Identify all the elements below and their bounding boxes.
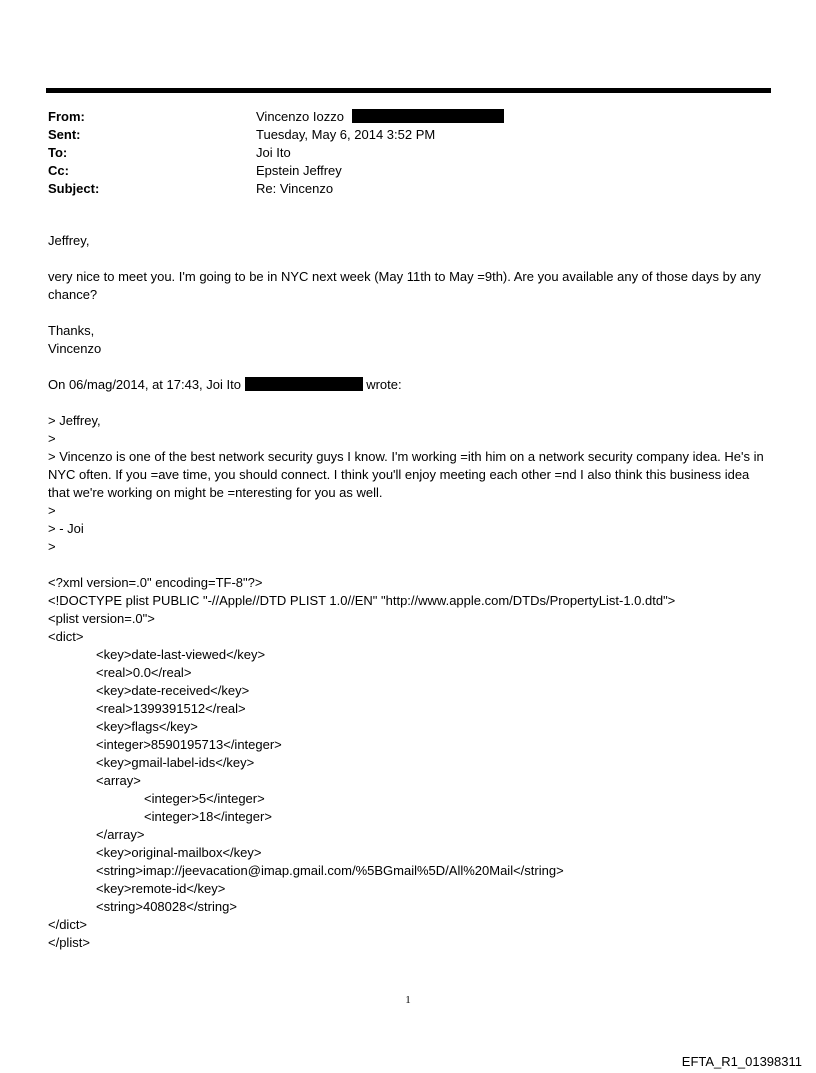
quote-intro: [48, 376, 773, 394]
xml-line: <real>1399391512</real>: [96, 701, 246, 716]
subject-row: [48, 180, 504, 198]
cc-row: [48, 162, 504, 180]
from-value: Vincenzo Iozzo: [256, 109, 344, 124]
email-body: [48, 232, 773, 952]
closing: Thanks,: [48, 323, 95, 338]
xml-line: <key>remote-id</key>: [96, 881, 226, 896]
quoted-line: >: [48, 539, 56, 554]
xml-line: </dict>: [48, 917, 88, 932]
cc-value: Epstein Jeffrey: [256, 163, 342, 178]
sent-label: Sent:: [48, 127, 81, 142]
xml-line: <!DOCTYPE plist PUBLIC "-//Apple//DTD PLIST 1.0//EN" "http://www.apple.com/DTDs/PropertyList-1.0.dtd">: [48, 593, 676, 608]
xml-line: <string>imap://jeevacation@imap.gmail.com/%5BGmail%5D/All%20Mail</string>: [96, 863, 564, 878]
cc-label: Cc:: [48, 163, 69, 178]
xml-line: </array>: [96, 827, 145, 842]
subject-label: Subject:: [48, 181, 100, 196]
xml-line: <key>flags</key>: [96, 719, 198, 734]
xml-line: <key>date-last-viewed</key>: [96, 647, 266, 662]
from-label: From:: [48, 109, 85, 124]
quoted-line: >: [48, 503, 56, 518]
xml-line: <plist version=.0">: [48, 611, 155, 626]
xml-line: <dict>: [48, 629, 84, 644]
xml-line: <integer>5</integer>: [144, 791, 265, 806]
xml-line: <real>0.0</real>: [96, 665, 192, 680]
redaction-box: [245, 377, 363, 391]
redaction-box: [352, 109, 504, 123]
page-number: 1: [405, 994, 411, 1006]
quoted-line: > Vincenzo is one of the best network security guys I know. I'm working =ith him on a network security company idea. He's in NYC often. If you =ave time, you should connect. I think you'll enjoy meeting each other =nd I also think this business idea that we're working on might be =nteresting for you as well.: [48, 449, 764, 500]
quoted-line: > - Joi: [48, 521, 84, 536]
to-row: [48, 144, 504, 162]
email-header: [48, 108, 504, 198]
xml-line: <array>: [96, 773, 141, 788]
subject-value: Re: Vincenzo: [256, 181, 334, 196]
quote-intro-text: On 06/mag/2014, at 17:43, Joi Ito: [48, 377, 241, 392]
to-label: To:: [48, 145, 68, 160]
xml-line: <integer>8590195713</integer>: [96, 737, 282, 752]
xml-line: </plist>: [48, 935, 90, 950]
quote-intro-wrote: wrote:: [366, 377, 402, 392]
quoted-line: > Jeffrey,: [48, 413, 101, 428]
quoted-line: >: [48, 431, 56, 446]
sent-row: [48, 126, 504, 144]
xml-plist-block: [48, 574, 773, 952]
xml-line: <key>original-mailbox</key>: [96, 845, 262, 860]
xml-line: <string>408028</string>: [96, 899, 237, 914]
document-id: EFTA_R1_01398311: [681, 1054, 802, 1069]
xml-line: <key>gmail-label-ids</key>: [96, 755, 255, 770]
greeting: Jeffrey,: [48, 233, 90, 248]
xml-line: <integer>18</integer>: [144, 809, 272, 824]
sent-value: Tuesday, May 6, 2014 3:52 PM: [256, 127, 436, 142]
xml-line: <key>date-received</key>: [96, 683, 250, 698]
message-paragraph: very nice to meet you. I'm going to be in NYC next week (May 11th to May =9th). Are you available any of those days by any chance?: [48, 269, 761, 302]
header-rule: [46, 88, 771, 93]
from-row: [48, 108, 504, 126]
xml-line: <?xml version=.0" encoding=TF-8"?>: [48, 575, 263, 590]
to-value: Joi Ito: [256, 145, 291, 160]
signature: Vincenzo: [48, 341, 102, 356]
